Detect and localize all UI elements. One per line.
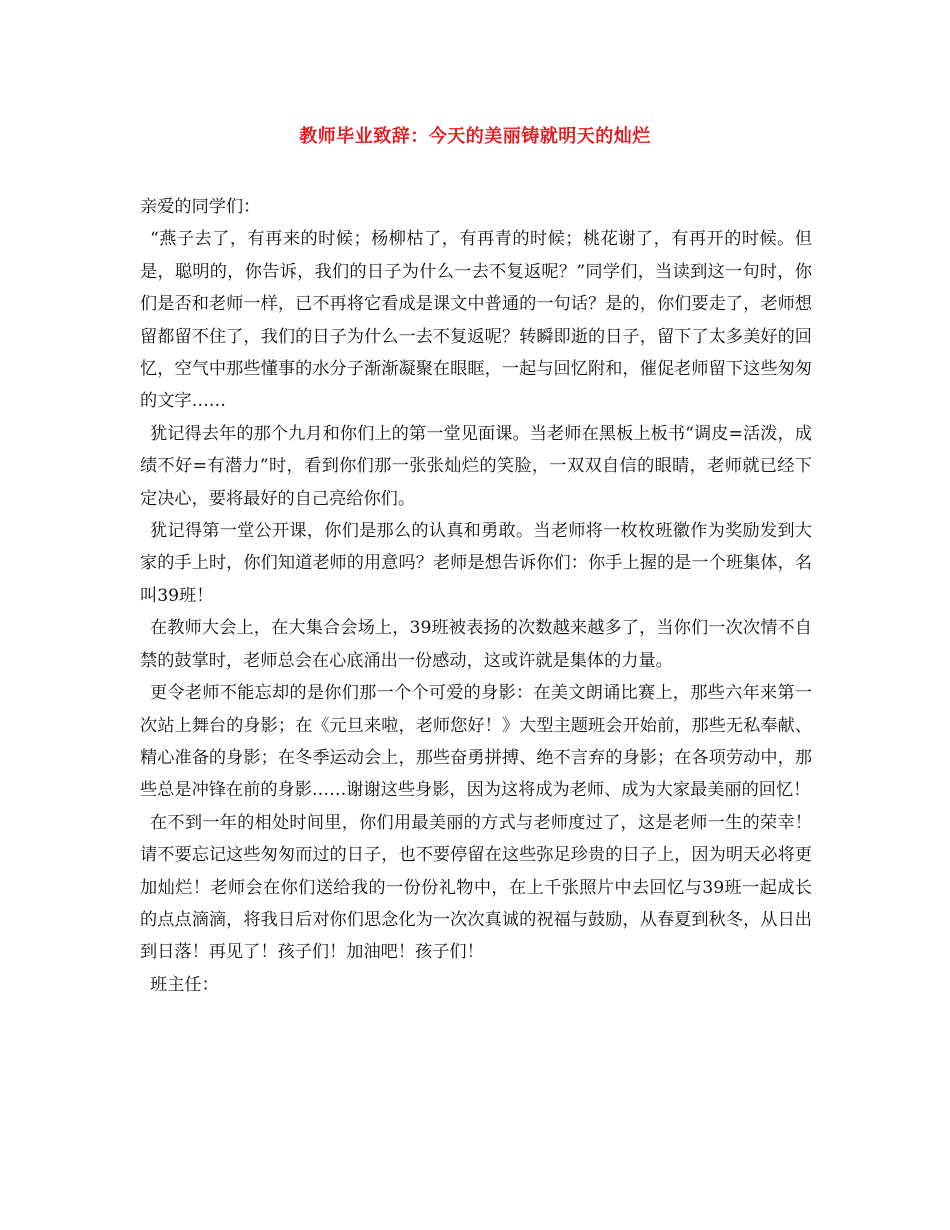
paragraph-5: 更令老师不能忘却的是你们那一个个可爱的身影：在美文朗诵比赛上，那些六年来第一次站上舞台的身影；在《元旦来啦，老师您好！》大型主题班会开始前，那些无私奉献、精心准备的身影；在冬季运动会上，那些奋勇拼搏、绝不言弃的身影；在各项劳动中，那些总是冲锋在前的身影……谢谢这些身影，因为这将成为老师、成为大家最美丽的回忆！ bbox=[140, 683, 812, 801]
signature-label: 班主任： bbox=[150, 974, 219, 995]
document-title: 教师毕业致辞：今天的美丽铸就明天的灿烂 bbox=[299, 126, 651, 147]
document-body bbox=[140, 191, 812, 1001]
paragraph-3: 犹记得第一堂公开课，你们是那么的认真和勇敢。当老师将一枚枚班徽作为奖励发到大家的手上时，你们知道老师的用意吗？老师是想告诉你们：你手上握的是一个班集体，名叫39班！ bbox=[140, 521, 812, 606]
paragraph-1: “燕子去了，有再来的时候；杨柳枯了，有再青的时候；桃花谢了，有再开的时候。但是，聪明的，你告诉，我们的日子为什么一去不复返呢？”同学们，当读到这一句时，你们是否和老师一样，已不再将它看成是课文中普通的一句话？是的，你们要走了，老师想留都留不住了，我们的日子为什么一去不复返呢？转瞬即逝的日子，留下了太多美好的回忆，空气中那些懂事的水分子渐渐凝聚在眼眶，一起与回忆附和，催促老师留下这些匆匆的文字…… bbox=[140, 229, 812, 412]
paragraph-2: 犹记得去年的那个九月和你们上的第一堂见面课。当老师在黑板上板书“调皮=活泼，成绩不好=有潜力”时，看到你们那一张张灿烂的笑脸，一双双自信的眼睛，老师就已经下定决心，要将最好的自己亮给你们。 bbox=[140, 423, 812, 509]
salutation: 亲爱的同学们： bbox=[140, 197, 261, 217]
paragraph-4: 在教师大会上，在大集合会场上，39班被表扬的次数越来越多了，当你们一次次情不自禁的鼓掌时，老师总会在心底涌出一份感动，这或许就是集体的力量。 bbox=[140, 618, 812, 671]
paragraph-6: 在不到一年的相处时间里，你们用最美丽的方式与老师度过了，这是老师一生的荣幸！请不要忘记这些匆匆而过的日子，也不要停留在这些弥足珍贵的日子上，因为明天必将更加灿烂！老师会在你们送给我的一份份礼物中，在上千张照片中去回忆与39班一起成长的点点滴滴，将我日后对你们思念化为一次次真诚的祝福与鼓励，从春夏到秋冬，从日出到日落！再见了！孩子们！加油吧！孩子们！ bbox=[140, 812, 812, 963]
